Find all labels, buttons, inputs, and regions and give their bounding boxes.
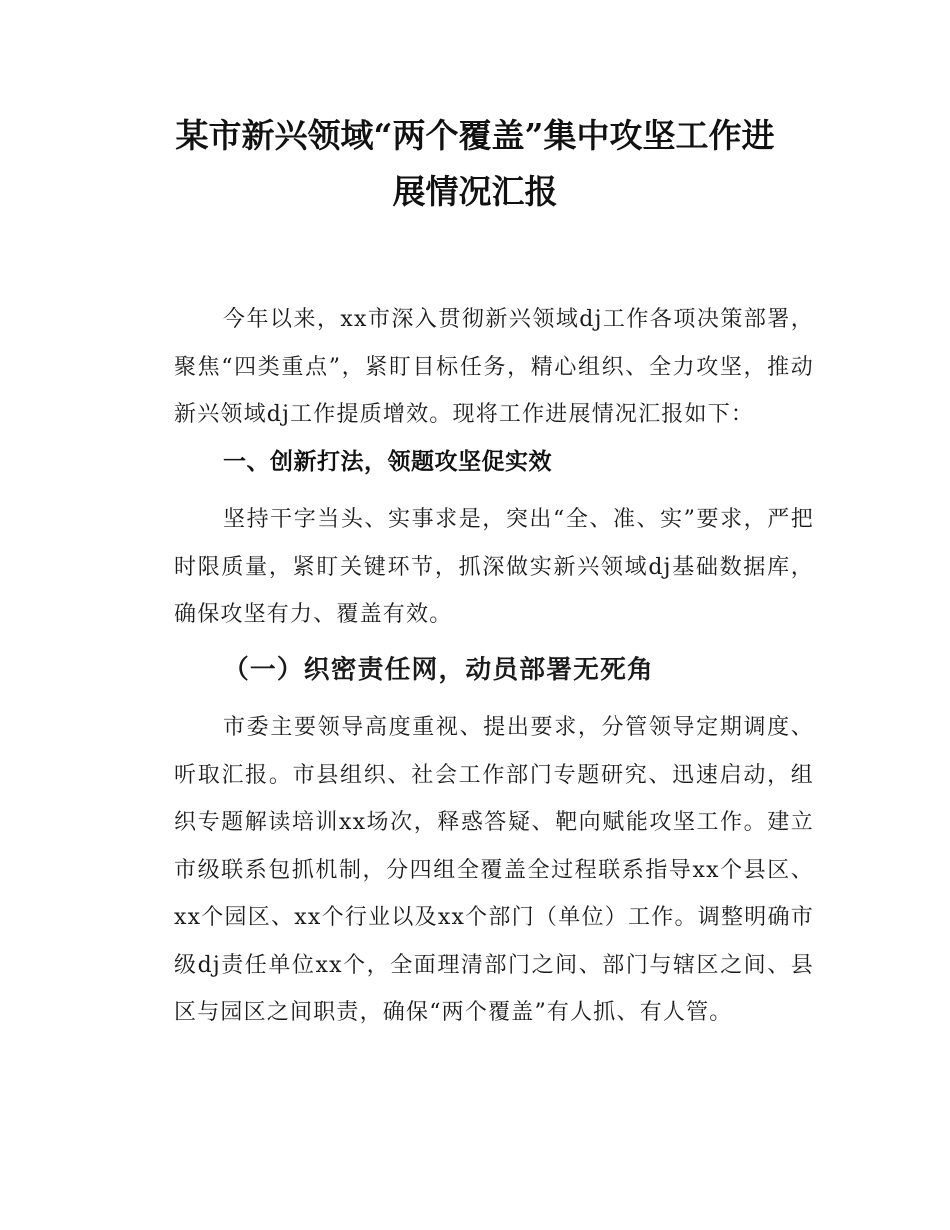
intro-paragraph: 今年以来，xx市深入贯彻新兴领域dj工作各项决策部署，聚焦“四类重点”，紧盯目标任务，精心组织、全力攻坚，推动新兴领域dj工作提质增效。现将工作进展情况汇报如下： bbox=[174, 307, 814, 427]
subsection-heading: （一）织密责任网，动员部署无死角 bbox=[223, 654, 654, 685]
section-heading: 一、创新打法，领题攻坚促实效 bbox=[223, 448, 552, 475]
document-body bbox=[174, 296, 814, 1037]
section-body-paragraph: 坚持干字当头、实事求是，突出“全、准、实”要求，严把时限质量，紧盯关键环节，抓深做实新兴领域dj基础数据库，确保攻坚有力、覆盖有效。 bbox=[174, 507, 814, 627]
subsection-body-paragraph: 市委主要领导高度重视、提出要求，分管领导定期调度、听取汇报。市县组织、社会工作部门专题研究、迅速启动，组织专题解读培训xx场次，释惑答疑、靶向赋能攻坚工作。建立市级联系包抓机制，分四组全覆盖全过程联系指导xx个县区、xx个园区、xx个行业以及xx个部门（单位）工作。调整明确市级dj责任单位xx个，全面理清部门之间、部门与辖区之间、县区与园区之间职责，确保“两个覆盖”有人抓、有人管。 bbox=[174, 715, 814, 1025]
document-title-line-1: 某市新兴领域“两个覆盖”集中攻坚工作进 bbox=[175, 116, 775, 155]
document-title-line-2: 展情况汇报 bbox=[392, 172, 558, 211]
